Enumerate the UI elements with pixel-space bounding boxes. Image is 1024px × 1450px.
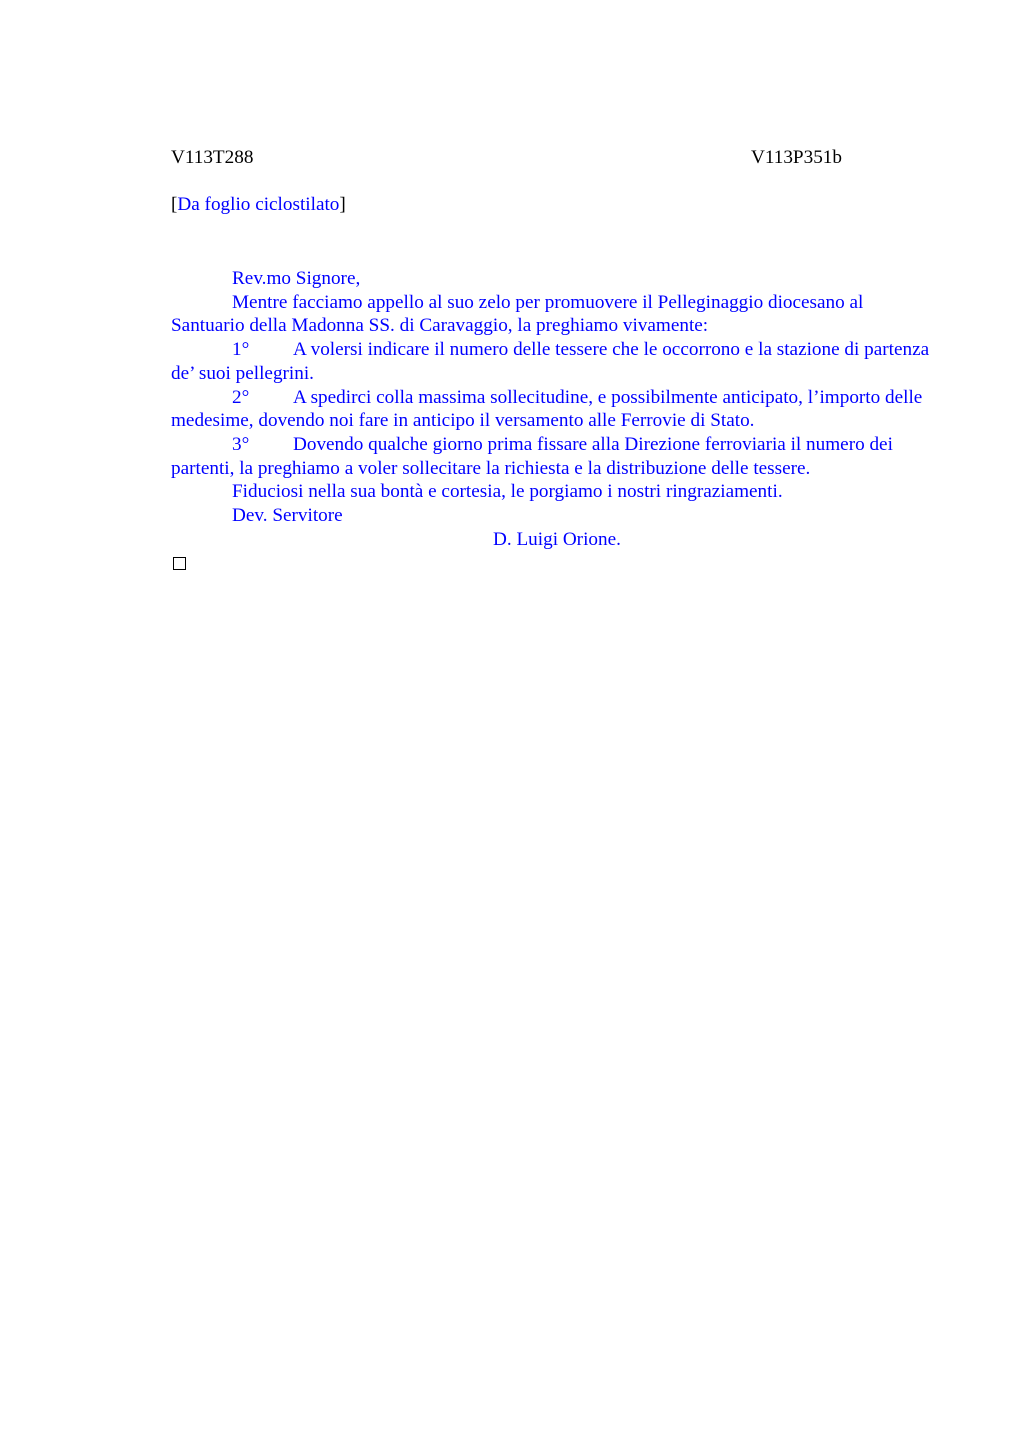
list-item-number: 2° bbox=[232, 386, 250, 408]
source-note-open-bracket: [ bbox=[171, 194, 178, 215]
list-item-number: 3° bbox=[232, 433, 250, 455]
square-outline-icon bbox=[173, 557, 186, 570]
letter-body bbox=[171, 267, 931, 551]
letter-salutation: Rev.mo Signore, bbox=[232, 268, 361, 289]
list-item-text: A spedirci colla massima sollecitudine, e possibilmente anticipato, l’importo delle medesime, dovendo noi fare in anticipo il versamento alle Ferrovie di Stato. bbox=[171, 386, 923, 432]
letter-valediction: Dev. Servitore bbox=[232, 505, 343, 527]
list-item bbox=[171, 386, 931, 433]
source-note bbox=[171, 193, 931, 217]
list-item bbox=[171, 338, 931, 385]
list-item bbox=[171, 433, 931, 480]
reference-header bbox=[171, 145, 931, 171]
source-note-close-bracket: ] bbox=[339, 194, 346, 215]
list-item-text: A volersi indicare il numero delle tessere che le occorrono e la stazione di partenza de’ suoi pellegrini. bbox=[171, 339, 930, 384]
reference-code-left: V113T288 bbox=[171, 147, 254, 168]
list-item-text: Dovendo qualche giorno prima fissare alla Direzione ferroviaria il numero dei partenti, la preghiamo a voler sollecitare la richiesta e la distribuzione delle tessere. bbox=[171, 433, 893, 479]
letter-intro: Mentre facciamo appello al suo zelo per promuovere il Pelleginaggio diocesano al Santuario della Madonna SS. di Caravaggio, la preghiamo vivamente: bbox=[171, 291, 864, 337]
reference-code-right: V113P351b bbox=[751, 147, 842, 168]
letter-closing: Fiduciosi nella sua bontà e cortesia, le porgiamo i nostri ringraziamenti. bbox=[232, 481, 783, 503]
list-item-number: 1° bbox=[232, 339, 250, 361]
letter-signature: D. Luigi Orione. bbox=[493, 528, 621, 550]
source-note-text: Da foglio ciclostilato bbox=[177, 194, 340, 215]
document-page bbox=[171, 145, 931, 570]
